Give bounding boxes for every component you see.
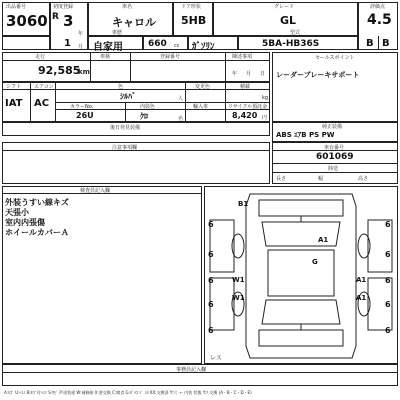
number-tag-3: 6 [208,250,214,259]
number-tag-4: 6 [385,250,391,259]
frame-label: 車台番号 [324,145,345,151]
color-label: 色 [118,84,124,90]
sales-point-label: セールスポイント [315,55,355,61]
damage-mark-6: W1 [232,294,245,302]
recycle-label: リサイクル預託金 [228,104,268,110]
history-label: 事務員記入欄 [176,367,207,373]
legend: A:ｷｽﾞ U:ﾍｺﾐ B:ｷｽﾞ付ﾍｺﾐ S:ｻﾋﾞ P:塗装違 W:補修跡 X:要交換 C:腐食 G:ｶﾞﾗｽ ﾊﾞ ﾝｶ XX:交換済 Y:穴 ︎ ← 内装 状態 Y:ﾂ 交換 (A・B・C・D・E) [4,390,252,395]
interior-color: ｸﾛ [140,112,148,121]
damage-mark-4: W1 [232,276,245,284]
doors: 5HB [181,14,207,27]
length-label: 長さ [276,176,287,182]
damage-mark-3: G [312,258,318,266]
car-diagram [204,186,398,364]
color-no: 26U [76,111,94,120]
frame-number: 601069 [316,152,354,162]
color-no-label: カラーNo. [70,104,94,110]
shift: IAT [5,98,23,109]
car-name: キャロル [112,16,156,29]
ext-color-label: 変更色 [195,84,211,90]
std-options-label: 純正装備 [322,124,343,130]
number-tag-9: 6 [208,326,214,335]
capacity-label: 積載 [240,84,251,90]
reg-year: 3 [63,12,74,30]
recycle-fee: 8,420 [232,111,258,120]
reg-no-label: 登録番号 [160,54,181,60]
number-tag-5: 6 [208,276,214,285]
era: R [52,12,59,22]
options-label: 後日発見装備 [110,125,141,131]
number-tag-8: 6 [385,300,391,309]
reg-month: 1 [64,38,71,49]
ac: AC [34,98,50,109]
doors-label: ドア形状 [181,4,201,10]
damage-mark-2: A1 [318,236,329,244]
grade: GL [280,14,297,27]
body-history: 自家用 [93,42,123,53]
year-mark: 年 [232,71,238,77]
score-label: 評価点 [370,4,386,10]
fuel: ｶﾞｿﾘﾝ [192,42,215,52]
sales-point: レーダーブレーキサポート [276,71,360,79]
mileage-label: 走行 [35,54,46,60]
model: 5BA-HB36S [262,39,320,49]
spacer-box [2,36,50,50]
sales-point-box [272,52,398,122]
number-tag-6: 6 [385,276,391,285]
lot-number: 3060 [6,12,48,30]
number-tag-7: 6 [208,300,214,309]
yen-unit: 円 [262,115,268,121]
car-name-label: 車名 [122,4,133,10]
inspector-note-2: 天張小 [5,208,29,217]
color: ｼﾙﾊﾞ [120,92,136,101]
import-label: 輸入車 [193,104,209,110]
month-unit: 月 [78,44,84,50]
day-mark: 日 [260,71,266,77]
interior-color-label: 内装色 [140,104,156,110]
inspection-label: 陳述事項 [232,54,253,60]
inspector-note-4: ホイールカバーＡ [5,228,69,237]
first-reg-label: 初度登録 [53,4,74,10]
damage-mark-5: A1 [356,276,367,284]
inspector-box [2,186,202,364]
number-tag-2: 6 [385,220,391,229]
displacement: 660 [148,39,167,49]
std-options: ABS ｴｱB PS PW [276,131,335,139]
ac-label: エアコン [34,84,54,90]
height-label: 高さ [358,176,369,182]
body-label: 車歴 [112,30,123,36]
exterior-grade: B [382,38,390,49]
lot-label: 出品番号 [6,4,27,10]
mileage: 92,585 [38,64,81,77]
year-unit: 年 [78,31,84,37]
shift-label: シフト [6,84,22,90]
kg-unit: kg [262,95,269,101]
damage-mark-7: A1 [356,294,367,302]
seats-unit: 名 [178,116,184,122]
inspector-note-1: 外装うすい線キズ [5,198,69,207]
frame-sub: 陸送 [328,166,339,172]
seal-label: レス [210,355,222,362]
km-unit: km [78,68,90,76]
number-tag-1: 6 [208,220,214,229]
cc-unit: cc [174,43,180,49]
inspector-label: 検査員記入欄 [80,188,111,194]
number-tag-10: 6 [385,326,391,335]
score: 4.5 [367,12,392,28]
grade-label: グレード [274,4,295,10]
vin-label: 車検 [100,54,111,60]
model-label: 型式 [290,30,301,36]
notes-label: 注意事項欄 [112,145,138,151]
width-label: 幅 [318,176,324,182]
month-mark: 月 [246,71,252,77]
interior-grade: B [366,38,374,49]
damage-mark-1: B1 [238,200,249,208]
inspector-note-3: 室内内張傷 [5,218,45,227]
person-unit: 人 [178,96,184,102]
